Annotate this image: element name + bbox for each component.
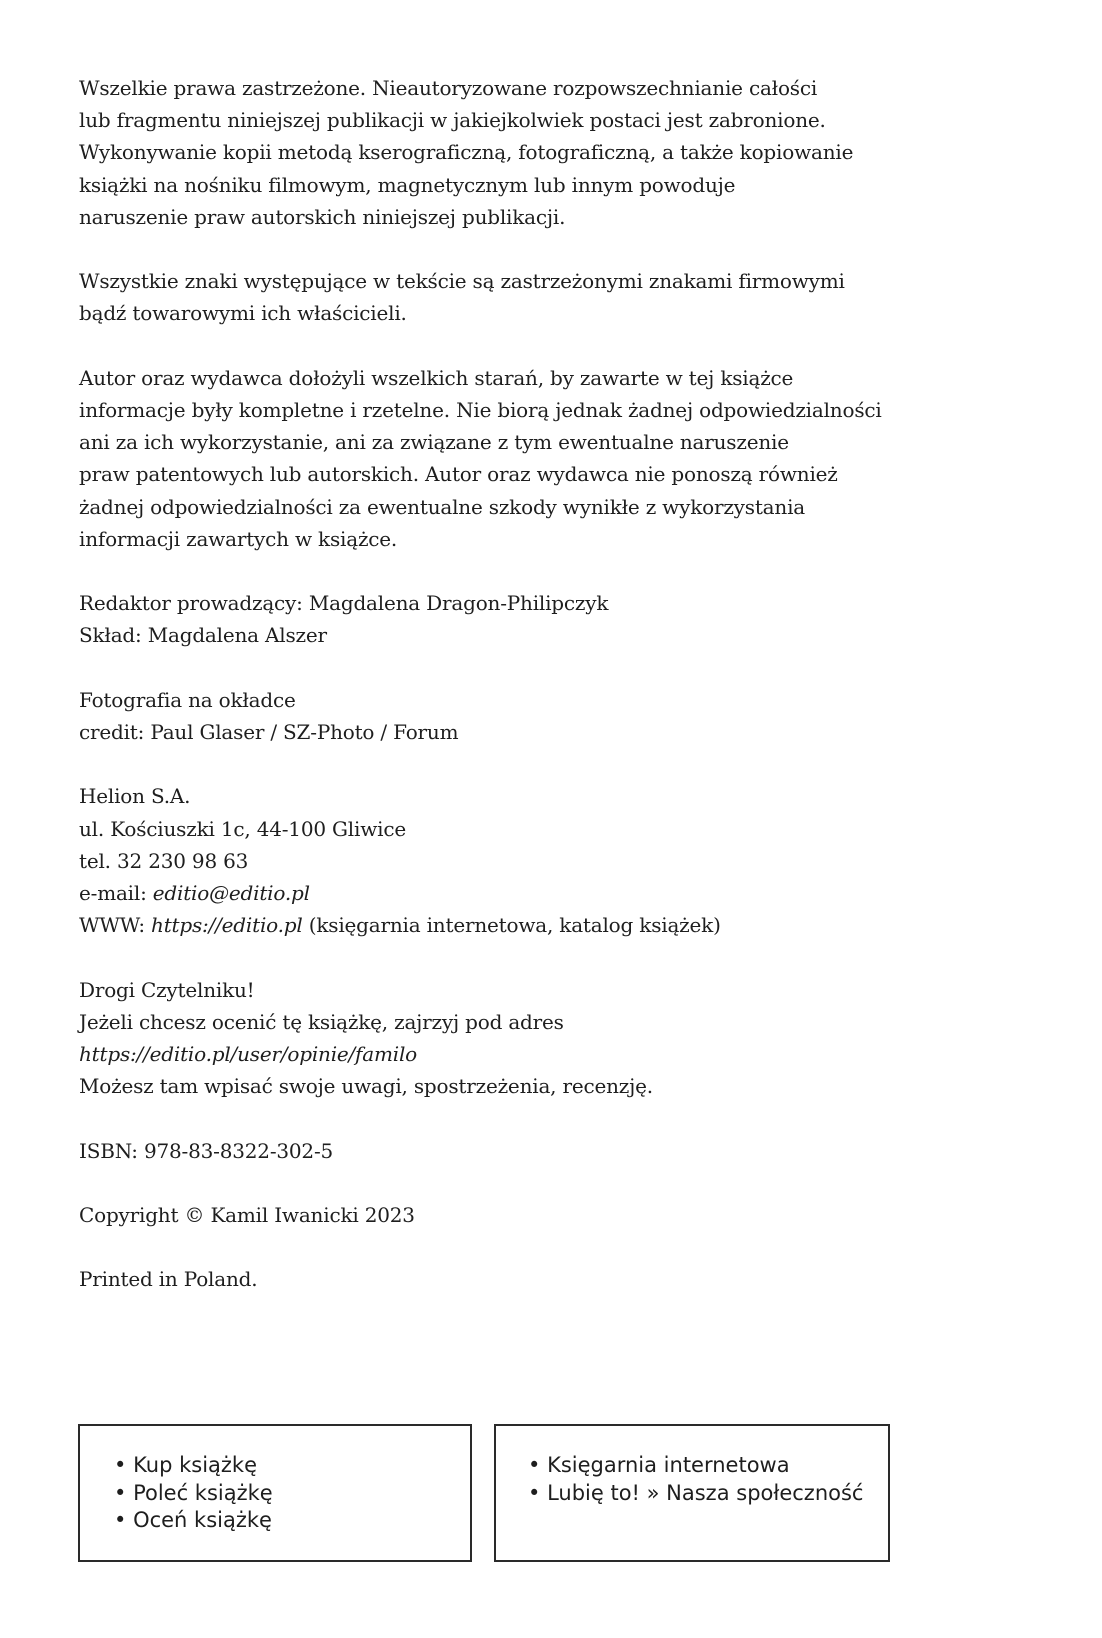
trademarks-notice [79,265,1039,329]
isbn-text: ISBN: 978-83-8322-302-5 [79,1138,334,1163]
reader-note-text: Jeżeli chcesz ocenić tę książkę, zajrzyj pod adres [79,1009,564,1034]
email-link[interactable]: editio@editio.pl [152,881,310,905]
email-label: e-mail: [79,881,153,905]
publisher-name: Helion S.A. [79,784,191,809]
reader-note-text: Możesz tam wpisać swoje uwagi, spostrzeżenia, recenzję. [79,1074,653,1099]
community-box [494,1424,890,1562]
www-link[interactable]: https://editio.pl [151,913,303,938]
www-label: WWW: [79,913,152,938]
publisher-email-line [79,877,1039,909]
copyright-notice-line: książki na nośniku filmowym, magnetycznym lub innym powoduje [79,172,736,197]
disclaimer-line: informacje były kompletne i rzetelne. Nie biorą jednak żadnej odpowiedzialności [79,398,882,422]
publisher-address: ul. Kościuszki 1c, 44-100 Gliwice [79,816,406,841]
printed-text: Printed in Poland. [79,1267,258,1292]
disclaimer [79,362,1039,555]
online-bookstore-link[interactable]: • Księgarnia internetowa [528,1452,888,1480]
copyright-text: Copyright © Kamil Iwanicki 2023 [79,1202,415,1227]
review-link[interactable]: https://editio.pl/user/opinie/familo [79,1042,417,1066]
publisher-info [79,780,1039,941]
community-link[interactable]: • Lubię to! » Nasza społeczność [528,1480,888,1508]
isbn [79,1135,1039,1167]
www-note: (księgarnia internetowa, katalog książek) [302,913,721,938]
book-actions-box [78,1424,472,1562]
trademarks-line: Wszystkie znaki występujące w tekście są zastrzeżonymi znakami firmowymi [79,269,845,294]
copyright-notice [79,72,1039,233]
cover-photo-label: Fotografia na okładce [79,687,296,712]
disclaimer-line: żadnej odpowiedzialności za ewentualne szkody wynikłe z wykorzystania [79,494,805,519]
recommend-book-link[interactable]: • Poleć książkę [114,1480,470,1508]
copyright-notice-line: naruszenie praw autorskich niniejszej publikacji. [79,204,566,229]
cover-photo-credit-line: credit: Paul Glaser / SZ-Photo / Forum [79,720,459,744]
publisher-phone: tel. 32 230 98 63 [79,848,249,873]
disclaimer-line: informacji zawartych w książce. [79,526,398,551]
disclaimer-line: ani za ich wykorzystanie, ani za związane z tym ewentualne naruszenie [79,430,789,455]
disclaimer-line: Autor oraz wydawca dołożyli wszelkich starań, by zawarte w tej książce [79,365,794,390]
editor-credit: Redaktor prowadzący: Magdalena Dragon-Philipczyk [79,591,609,616]
copyright-line [79,1199,1039,1231]
copyright-notice-line: Wszelkie prawa zastrzeżone. Nieautoryzowane rozpowszechnianie całości [79,76,818,100]
publisher-www-line [79,909,1039,941]
trademarks-line: bądź towarowymi ich właścicieli. [79,301,407,326]
copyright-notice-line: lub fragmentu niniejszej publikacji w jakiejkolwiek postaci jest zabronione. [79,108,826,133]
buy-book-link[interactable]: • Kup książkę [114,1452,470,1480]
copyright-notice-line: Wykonywanie kopii metodą kserograficzną, fotograficzną, a także kopiowanie [79,140,854,165]
book-actions-list [80,1426,470,1535]
imprint-page [79,72,1039,1328]
reader-greeting: Drogi Czytelniku! [79,977,255,1002]
cover-photo-credit [79,684,1039,748]
link-boxes [78,1424,890,1562]
disclaimer-line: praw patentowych lub autorskich. Autor oraz wydawca nie ponoszą również [79,462,838,487]
typesetting-credit: Skład: Magdalena Alszer [79,623,327,648]
editorial-credits [79,587,1039,651]
reader-note [79,974,1039,1103]
community-list [496,1426,888,1507]
printed-note [79,1263,1039,1295]
rate-book-link[interactable]: • Oceń książkę [114,1507,470,1535]
